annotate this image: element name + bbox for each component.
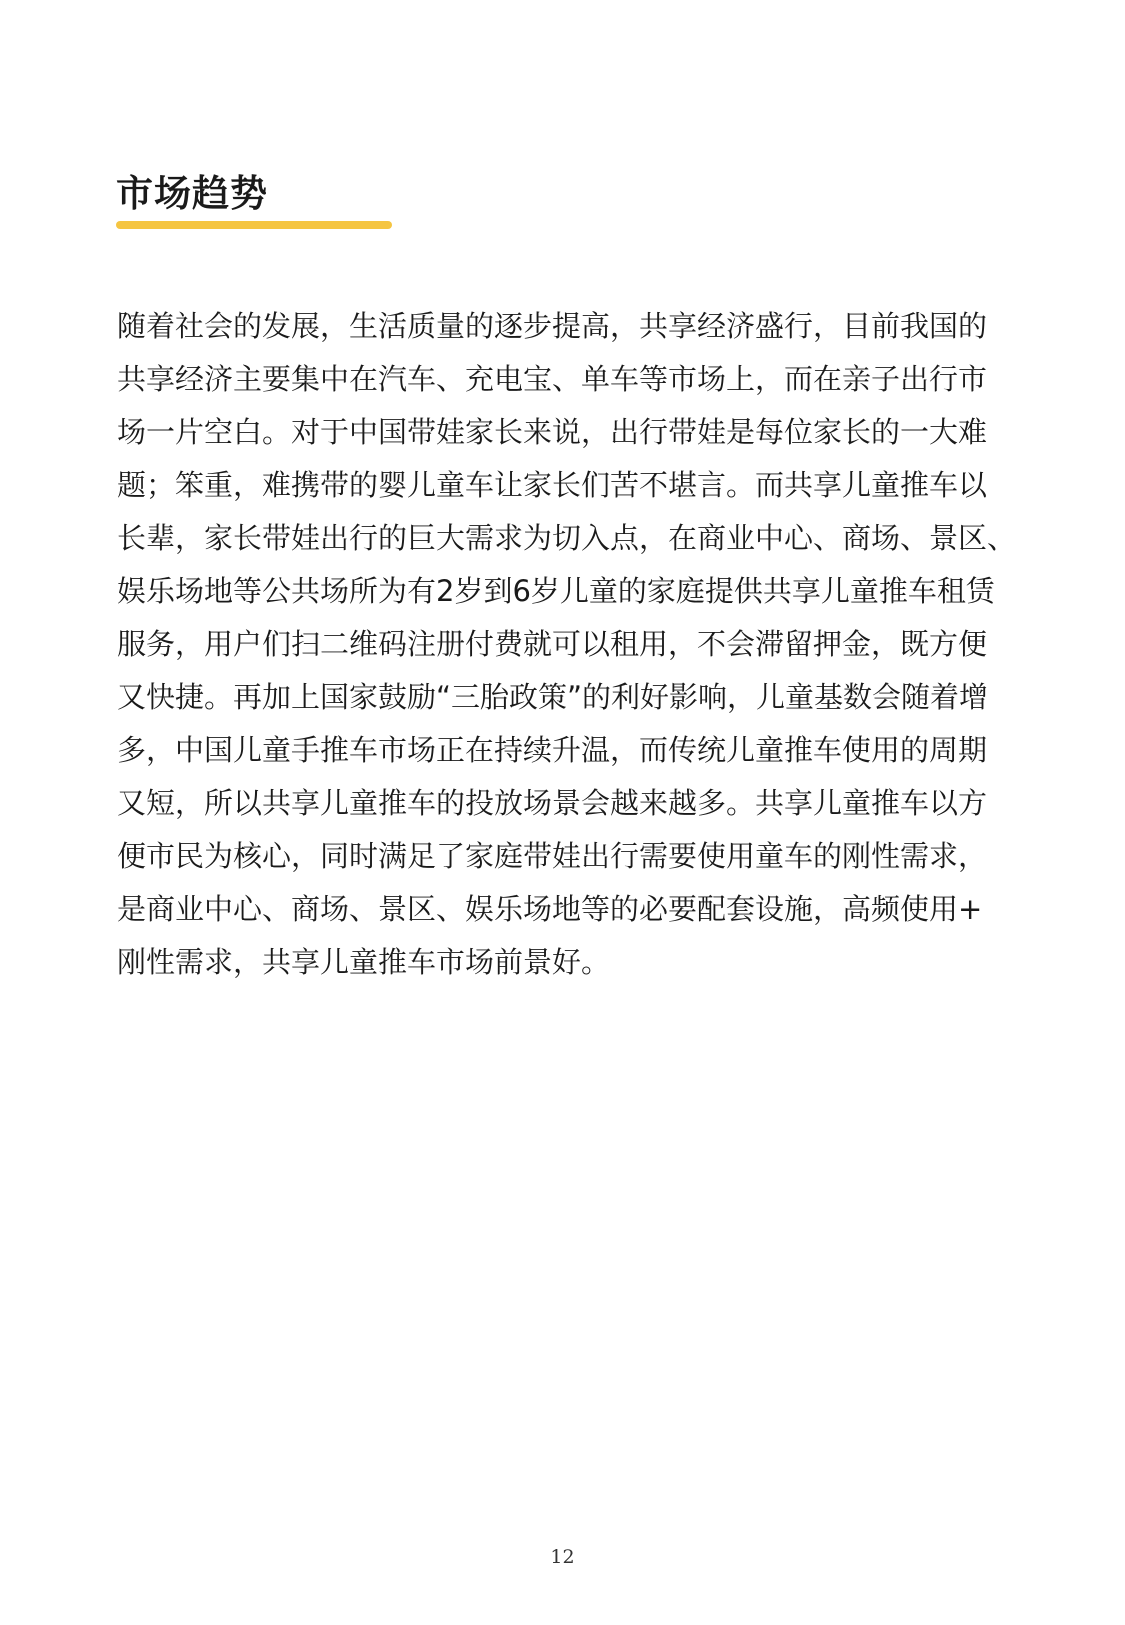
title-underline [116,221,392,229]
paragraph-line: 场一片空白。对于中国带娃家长来说，出行带娃是每位家长的一大难 [117,415,988,449]
paragraph-line: 娱乐场地等公共场所为有2岁到6岁儿童的家庭提供共享儿童推车租赁 [117,574,995,608]
paragraph-line: 便市民为核心，同时满足了家庭带娃出行需要使用童车的刚性需求， [117,839,988,873]
paragraph-line: 多，中国儿童手推车市场正在持续升温，而传统儿童推车使用的周期 [117,733,988,767]
paragraph-line: 长辈，家长带娃出行的巨大需求为切入点，在商业中心、商场、景区、 [117,521,1017,555]
section-title: 市场趋势 [116,172,268,215]
paragraph-line: 又短，所以共享儿童推车的投放场景会越来越多。共享儿童推车以方 [117,786,988,820]
paragraph-line: 题；笨重，难携带的婴儿童车让家长们苦不堪言。而共享儿童推车以 [117,468,988,502]
body-paragraph [117,300,1017,989]
paragraph-line: 刚性需求，共享儿童推车市场前景好。 [117,945,611,979]
page-number: 12 [550,1546,575,1568]
paragraph-line: 服务，用户们扫二维码注册付费就可以租用，不会滞留押金，既方便 [117,627,988,661]
paragraph-line: 随着社会的发展，生活质量的逐步提高，共享经济盛行，目前我国的 [117,309,988,343]
paragraph-line: 共享经济主要集中在汽车、充电宝、单车等市场上，而在亲子出行市 [117,362,988,396]
paragraph-line: 是商业中心、商场、景区、娱乐场地等的必要配套设施，高频使用+ [117,892,983,926]
paragraph-line: 又快捷。再加上国家鼓励“三胎政策”的利好影响，儿童基数会随着增 [117,680,989,714]
